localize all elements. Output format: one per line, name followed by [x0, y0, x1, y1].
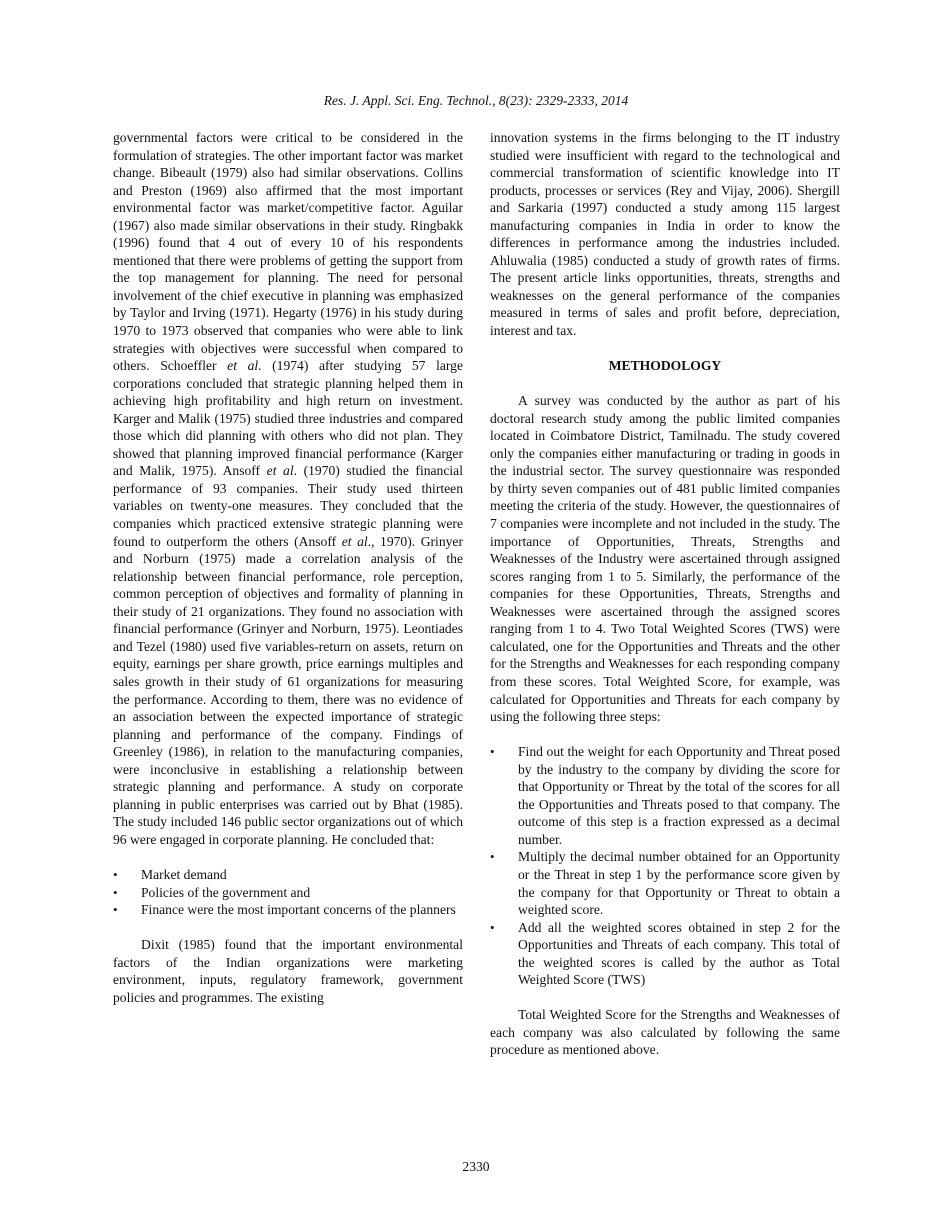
body-paragraph: Dixit (1985) found that the important environmental factors of the Indian organizations were marketing environment, inputs, regulatory framework, government policies and programmes. The existing: [113, 937, 463, 1005]
list-item: • Finance were the most important concerns of the planners: [113, 901, 463, 919]
list-item: • Add all the weighted scores obtained in step 2 for the Opportunities and Threats of each company. This total of the weighted scores is called by the author as Total Weighted Score (TWS): [490, 919, 840, 989]
section-heading: METHODOLOGY: [608, 358, 722, 374]
body-paragraph: [113, 129, 463, 848]
text-run: . (1974) after studying 57 large corporations concluded that strategic planning helped them in achieving high profitability and high return on investment. Karger and Malik (1975) studied three industries and compared those which did planning with others who did not plan. They showed that planning improved financial performance (Karger and Malik, 1975). Ansoff: [113, 358, 463, 479]
page-number: 2330: [462, 1159, 490, 1174]
body-paragraph: Total Weighted Score for the Strengths and Weaknesses of each company was also calculated by following the same procedure as mentioned above.: [490, 1007, 840, 1058]
steps-list: [490, 743, 840, 989]
list-item: • Find out the weight for each Opportunity and Threat posed by the industry to the company by dividing the score for that Opportunity or Threat by the total of the scores for all the Opportunities and Threats posed to that company. The outcome of this step is a fraction expressed as a decimal number.: [490, 743, 840, 848]
running-head: Res. J. Appl. Sci. Eng. Technol., 8(23): 2329-2333, 2014: [323, 93, 629, 108]
body-paragraph: innovation systems in the firms belonging to the IT industry studied were insufficient with regard to the technological and commercial transformation of scientific knowledge into IT products, processes or services (Rey and Vijay, 2006). Shergill and Sarkaria (1997) conducted a study among 115 largest manufacturing companies in India in order to know the differences in performance among the industries included. Ahluwalia (1985) conducted a study of growth rates of firms. The present article links opportunities, threats, strengths and weaknesses on the general performance of the companies measured in terms of sales and profit before, depreciation, interest and tax.: [490, 130, 840, 339]
text-run: ., 1970). Grinyer and Norburn (1975) made a correlation analysis of the relationship between financial performance, role perception, common perception of objectives and formality of planning in their study of 21 organizations. They found no association with financial performance (Grinyer and Norburn, 1975). Leontiades and Tezel (1980) used five variables-return on assets, return on equity, earnings per share growth, price earnings multiples and sales growth in their study of 61 organizations for measuring the performance. According to them, there was no evidence of an association between the expected importance of strategic planning and performance of the company. Findings of Greenley (1986), in relation to the manufacturing companies, were inconclusive in establishing a relationship between strategic planning and performance. A study on corporate planning in public enterprises was carried out by Bhat (1985). The study included 146 public sector organizations out of which 96 were engaged in corporate planning. He concluded that:: [113, 533, 463, 847]
text-run: governmental factors were critical to be considered in the formulation of strategies. The other important factor was market change. Bibeault (1979) also had similar observations. Collins and Preston (1969) also affirmed that the most important environmental factor was market/competitive factor. Aguilar (1967) also made similar observations in their study. Ringbakk (1996) found that 4 out of every 10 of his respondents mentioned that there were problems of getting the support from the top management for planning. The need for personal involvement of the chief executive in planning was emphasized by Taylor and Irving (1971). Hegarty (1976) in his study during 1970 to 1973 observed that companies who were able to link strategies with objectives were successful when compared to others. Schoeffler: [113, 130, 463, 374]
list-item: • Policies of the government and: [113, 884, 463, 902]
right-column: [490, 129, 840, 1059]
italic-et-al: et al: [266, 463, 294, 479]
concerns-list: [113, 866, 463, 919]
body-paragraph: A survey was conducted by the author as part of his doctoral research study among the public limited companies located in Coimbatore District, Tamilnadu. The study covered only the companies either manufacturing or trading in goods in the industrial sector. The survey questionnaire was responded by thirty seven companies out of 481 public limited companies meeting the criteria of the study. However, the questionnaires of 7 companies were incomplete and not included in the study. The importance of Opportunities, Threats, Strengths and Weaknesses of the Industry were ascertained through assigned scores ranging from 1 to 5. Similarly, the performance of the companies for these Opportunities, Threats, Strengths and Weaknesses were ascertained through the assigned scores ranging from 1 to 4. Two Total Weighted Scores (TWS) were calculated, one for the Opportunities and Threats and the other for the Strengths and Weaknesses for each responding company from these scores. Total Weighted Score, for example, was calculated for Opportunities and Threats for each company by using the following three steps:: [490, 393, 840, 725]
left-column: [113, 129, 463, 1006]
italic-et-al: et al: [227, 358, 259, 374]
list-item: • Multiply the decimal number obtained for an Opportunity or the Threat in step 1 by the performance score given by the company for that Opportunity or Threat to obtain a weighted score.: [490, 848, 840, 918]
text-run: . (1970) studied the financial performance of 93 companies. Their study used thirteen variables on twenty-one measures. They concluded that the companies which practiced extensive strategic planning were found to outperform the others (Ansoff: [113, 463, 463, 549]
list-item: • Market demand: [113, 866, 463, 884]
italic-et-al: et al: [341, 533, 368, 549]
